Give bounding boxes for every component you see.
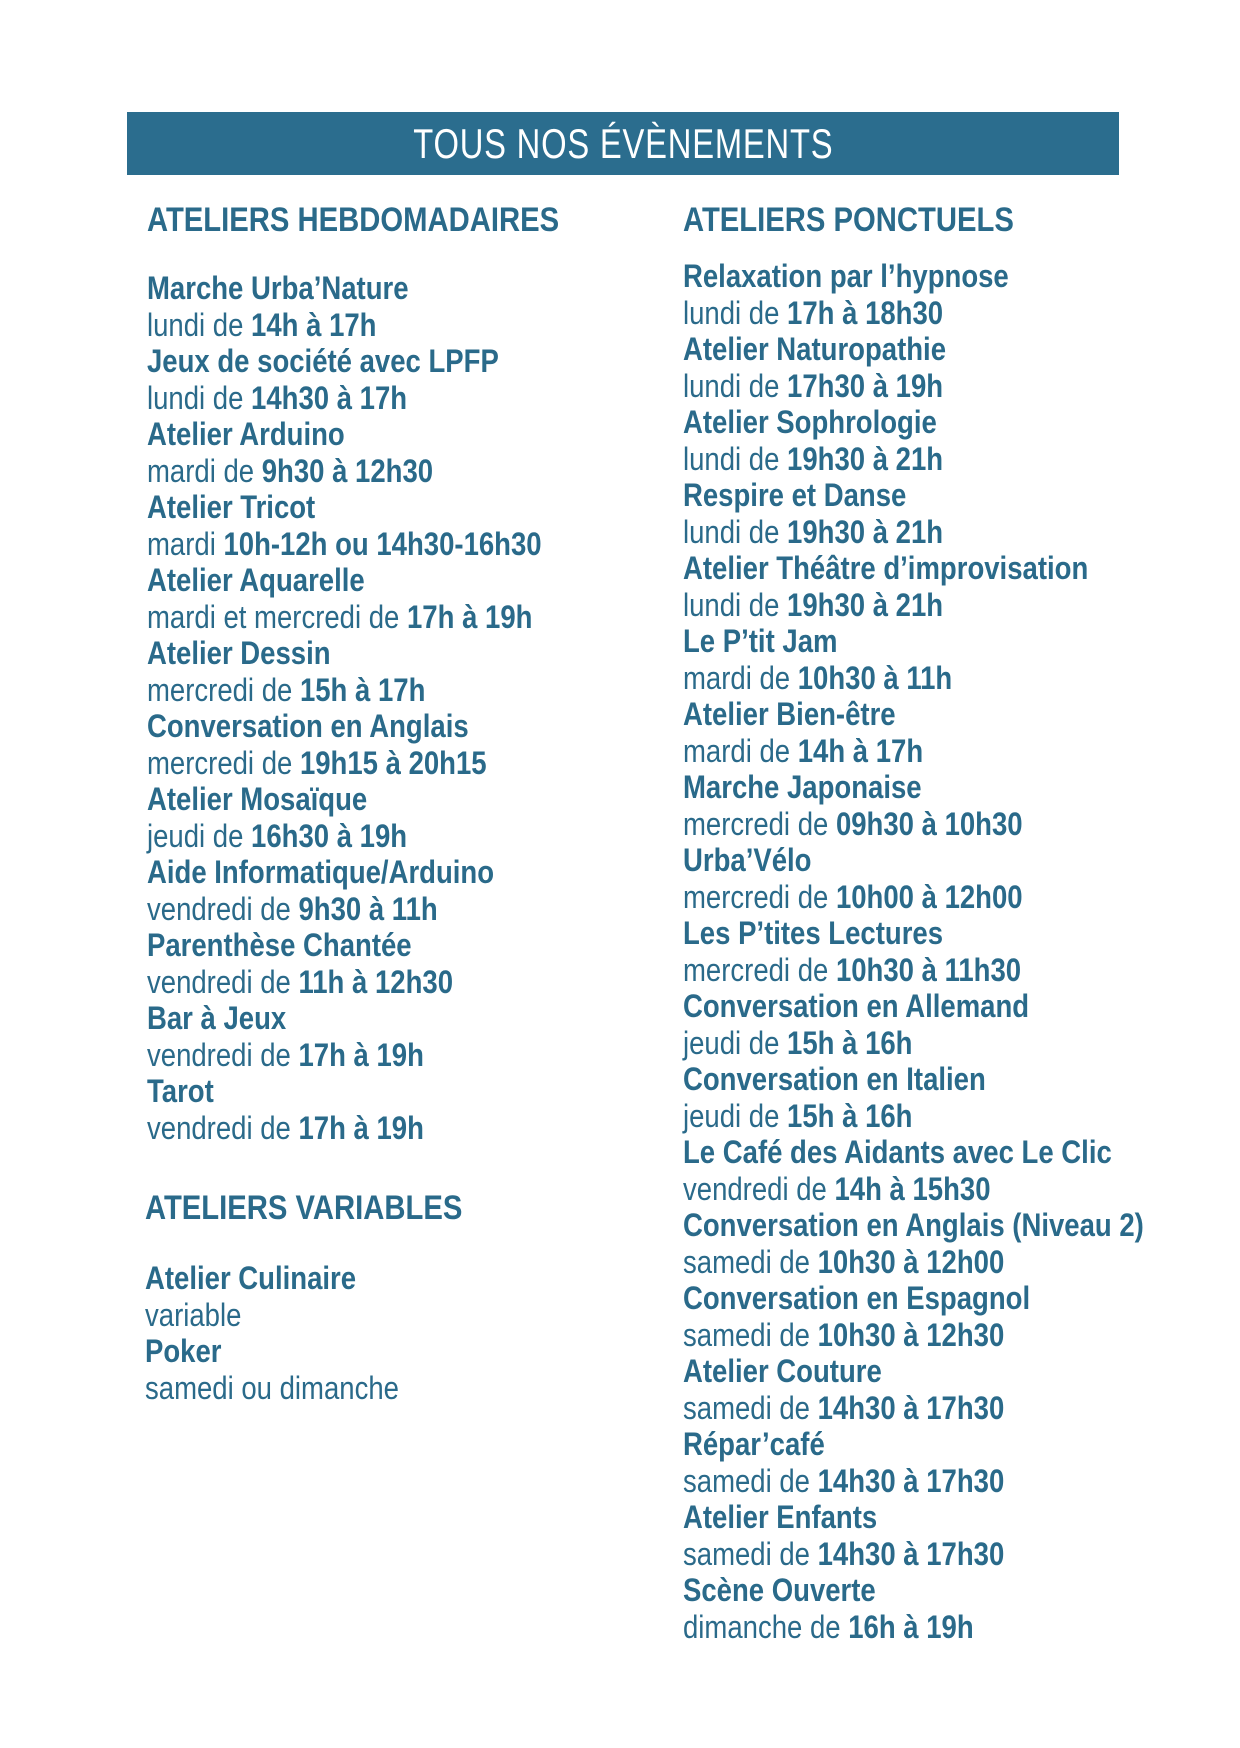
event-schedule bbox=[683, 952, 1144, 989]
event-day: lundi de bbox=[683, 440, 788, 477]
title-banner bbox=[127, 112, 1119, 175]
event-schedule bbox=[683, 1317, 1144, 1354]
event-item bbox=[683, 1134, 1144, 1207]
event-item bbox=[683, 331, 1144, 404]
weekly-section bbox=[147, 200, 559, 1146]
event-day: samedi de bbox=[683, 1316, 818, 1353]
event-day: jeudi de bbox=[147, 817, 252, 854]
event-item bbox=[683, 404, 1144, 477]
event-name: Atelier Sophrologie bbox=[683, 404, 937, 440]
event-time: 17h à 19h bbox=[298, 1036, 424, 1073]
event-item bbox=[683, 988, 1144, 1061]
event-item bbox=[147, 1073, 559, 1146]
event-name: Atelier Dessin bbox=[147, 635, 331, 671]
event-schedule bbox=[683, 660, 1144, 697]
event-schedule bbox=[683, 1098, 1144, 1135]
event-day: vendredi de bbox=[683, 1170, 835, 1207]
event-item bbox=[683, 477, 1144, 550]
variable-event-list bbox=[145, 1260, 462, 1406]
event-item bbox=[147, 343, 559, 416]
event-name: Atelier Enfants bbox=[683, 1499, 878, 1535]
event-time: 14h30 à 17h bbox=[251, 379, 408, 416]
oneoff-section bbox=[683, 200, 1144, 1645]
event-time: 14h30 à 17h30 bbox=[817, 1389, 1005, 1426]
event-schedule bbox=[683, 879, 1144, 916]
event-time: 15h à 17h bbox=[299, 671, 426, 708]
event-schedule bbox=[683, 733, 1144, 770]
event-time: 10h30 à 11h bbox=[797, 659, 953, 696]
event-name: Tarot bbox=[147, 1073, 214, 1109]
event-item bbox=[683, 1572, 1144, 1645]
event-day: samedi de bbox=[683, 1389, 818, 1426]
event-name: Marche Japonaise bbox=[683, 769, 922, 805]
event-day: mardi bbox=[147, 525, 224, 562]
event-item bbox=[147, 927, 559, 1000]
event-name: Le Café des Aidants avec Le Clic bbox=[683, 1134, 1112, 1170]
event-item bbox=[683, 696, 1144, 769]
event-name: Les P’tites Lectures bbox=[683, 915, 944, 951]
event-day: lundi de bbox=[683, 586, 788, 623]
page-title: TOUS NOS ÉVÈNEMENTS bbox=[412, 120, 834, 167]
event-schedule bbox=[147, 599, 559, 636]
event-day: vendredi de bbox=[147, 963, 299, 1000]
event-time: 14h30 à 17h30 bbox=[817, 1535, 1005, 1572]
event-time: 09h30 à 10h30 bbox=[835, 805, 1023, 842]
event-time: 19h30 à 21h bbox=[787, 513, 944, 550]
event-time: 11h à 12h30 bbox=[298, 963, 453, 1000]
variable-section bbox=[145, 1188, 462, 1406]
event-day: mercredi de bbox=[147, 671, 300, 708]
variable-heading: ATELIERS VARIABLES bbox=[145, 1189, 463, 1227]
event-day: mercredi de bbox=[147, 744, 300, 781]
event-time: 16h30 à 19h bbox=[251, 817, 408, 854]
event-item bbox=[683, 258, 1144, 331]
event-time: 10h00 à 12h00 bbox=[835, 878, 1023, 915]
event-item bbox=[145, 1333, 462, 1406]
event-item bbox=[683, 1426, 1144, 1499]
event-time: 14h à 17h bbox=[251, 306, 377, 343]
event-day: mercredi de bbox=[683, 878, 836, 915]
event-item bbox=[147, 562, 559, 635]
event-schedule bbox=[683, 1244, 1144, 1281]
event-item bbox=[147, 635, 559, 708]
event-name: Conversation en Espagnol bbox=[683, 1280, 1031, 1316]
event-item bbox=[683, 1353, 1144, 1426]
event-name: Aide Informatique/Arduino bbox=[147, 854, 495, 890]
event-day: mardi de bbox=[683, 659, 798, 696]
event-schedule bbox=[147, 1037, 559, 1074]
event-day: vendredi de bbox=[147, 1036, 299, 1073]
event-name: Conversation en Italien bbox=[683, 1061, 986, 1097]
event-day: vendredi de bbox=[147, 1109, 299, 1146]
event-time: 15h à 16h bbox=[787, 1097, 913, 1134]
event-item bbox=[147, 416, 559, 489]
event-item bbox=[683, 1499, 1144, 1572]
event-name: Atelier Tricot bbox=[147, 489, 316, 525]
event-day: lundi de bbox=[683, 294, 788, 331]
event-time: 10h30 à 11h30 bbox=[835, 951, 1022, 988]
event-day: dimanche de bbox=[683, 1608, 849, 1645]
event-time: 10h30 à 12h00 bbox=[817, 1243, 1005, 1280]
event-day: lundi de bbox=[683, 513, 788, 550]
event-day: samedi ou dimanche bbox=[145, 1369, 399, 1406]
event-item bbox=[683, 623, 1144, 696]
event-item bbox=[683, 915, 1144, 988]
event-name: Atelier Couture bbox=[683, 1353, 882, 1389]
event-day: lundi de bbox=[147, 379, 252, 416]
event-day: mercredi de bbox=[683, 951, 836, 988]
event-time: 14h à 17h bbox=[797, 732, 924, 769]
event-schedule bbox=[683, 1171, 1144, 1208]
event-name: Scène Ouverte bbox=[683, 1572, 876, 1608]
event-item bbox=[683, 1280, 1144, 1353]
event-schedule bbox=[147, 1110, 559, 1147]
event-time: 14h30 à 17h30 bbox=[817, 1462, 1005, 1499]
event-name: Répar’café bbox=[683, 1426, 825, 1462]
event-schedule bbox=[683, 806, 1144, 843]
event-name: Bar à Jeux bbox=[147, 1000, 287, 1036]
event-item bbox=[683, 1061, 1144, 1134]
event-schedule bbox=[145, 1370, 462, 1407]
event-name: Marche Urba’Nature bbox=[147, 270, 409, 306]
event-name: Urba’Vélo bbox=[683, 842, 812, 878]
event-name: Parenthèse Chantée bbox=[147, 927, 412, 963]
event-schedule bbox=[683, 1390, 1144, 1427]
event-name: Conversation en Allemand bbox=[683, 988, 1030, 1024]
event-schedule bbox=[147, 307, 559, 344]
event-schedule bbox=[683, 441, 1144, 478]
event-time: 10h30 à 12h30 bbox=[817, 1316, 1005, 1353]
event-day: jeudi de bbox=[683, 1097, 788, 1134]
event-schedule bbox=[147, 526, 559, 563]
event-schedule bbox=[147, 891, 559, 928]
oneoff-event-list bbox=[683, 258, 1144, 1645]
event-name: Atelier Aquarelle bbox=[147, 562, 365, 598]
event-time: 17h à 19h bbox=[407, 598, 533, 635]
weekly-event-list bbox=[147, 270, 559, 1146]
event-name: Atelier Bien-être bbox=[683, 696, 896, 732]
event-day: mardi de bbox=[147, 452, 262, 489]
event-day: lundi de bbox=[683, 367, 788, 404]
event-name: Atelier Culinaire bbox=[145, 1260, 357, 1296]
event-name: Atelier Naturopathie bbox=[683, 331, 947, 367]
event-name: Conversation en Anglais (Niveau 2) bbox=[683, 1207, 1144, 1243]
event-time: 10h-12h ou 14h30-16h30 bbox=[223, 525, 542, 562]
event-schedule bbox=[683, 295, 1144, 332]
event-schedule bbox=[683, 1536, 1144, 1573]
event-schedule bbox=[683, 587, 1144, 624]
event-item bbox=[683, 1207, 1144, 1280]
event-time: 17h à 19h bbox=[298, 1109, 424, 1146]
event-item bbox=[147, 1000, 559, 1073]
event-item bbox=[147, 270, 559, 343]
event-day: samedi de bbox=[683, 1462, 818, 1499]
event-schedule bbox=[683, 1609, 1144, 1646]
event-day: variable bbox=[145, 1296, 242, 1333]
event-item bbox=[683, 550, 1144, 623]
event-time: 15h à 16h bbox=[787, 1024, 913, 1061]
event-day: mercredi de bbox=[683, 805, 836, 842]
event-name: Atelier Arduino bbox=[147, 416, 345, 452]
event-schedule bbox=[147, 818, 559, 855]
event-time: 19h15 à 20h15 bbox=[299, 744, 487, 781]
event-day: vendredi de bbox=[147, 890, 299, 927]
event-schedule bbox=[683, 368, 1144, 405]
event-item bbox=[147, 489, 559, 562]
event-time: 9h30 à 11h bbox=[298, 890, 438, 927]
event-day: samedi de bbox=[683, 1243, 818, 1280]
event-name: Jeux de société avec LPFP bbox=[147, 343, 499, 379]
event-day: samedi de bbox=[683, 1535, 818, 1572]
event-schedule bbox=[683, 514, 1144, 551]
event-schedule bbox=[145, 1297, 462, 1334]
event-time: 16h à 19h bbox=[848, 1608, 974, 1645]
event-name: Atelier Théâtre d’improvisation bbox=[683, 550, 1089, 586]
event-schedule bbox=[683, 1463, 1144, 1500]
event-day: mardi de bbox=[683, 732, 798, 769]
event-time: 9h30 à 12h30 bbox=[261, 452, 434, 489]
event-item bbox=[683, 769, 1144, 842]
event-schedule bbox=[147, 745, 559, 782]
event-name: Le P’tit Jam bbox=[683, 623, 838, 659]
event-item bbox=[147, 781, 559, 854]
oneoff-heading: ATELIERS PONCTUELS bbox=[683, 201, 1014, 239]
event-item bbox=[147, 708, 559, 781]
event-item bbox=[147, 854, 559, 927]
event-name: Conversation en Anglais bbox=[147, 708, 469, 744]
weekly-heading: ATELIERS HEBDOMADAIRES bbox=[147, 201, 560, 239]
event-time: 17h à 18h30 bbox=[787, 294, 944, 331]
event-schedule bbox=[147, 453, 559, 490]
event-name: Poker bbox=[145, 1333, 222, 1369]
event-schedule bbox=[147, 672, 559, 709]
event-name: Relaxation par l’hypnose bbox=[683, 258, 1009, 294]
event-time: 19h30 à 21h bbox=[787, 586, 944, 623]
event-time: 14h à 15h30 bbox=[834, 1170, 991, 1207]
event-name: Atelier Mosaïque bbox=[147, 781, 368, 817]
event-time: 19h30 à 21h bbox=[787, 440, 944, 477]
event-name: Respire et Danse bbox=[683, 477, 907, 513]
event-day: lundi de bbox=[147, 306, 252, 343]
event-item bbox=[683, 842, 1144, 915]
event-item bbox=[145, 1260, 462, 1333]
event-schedule bbox=[683, 1025, 1144, 1062]
event-schedule bbox=[147, 380, 559, 417]
event-day: mardi et mercredi de bbox=[147, 598, 408, 635]
event-time: 17h30 à 19h bbox=[787, 367, 944, 404]
event-schedule bbox=[147, 964, 559, 1001]
event-day: jeudi de bbox=[683, 1024, 788, 1061]
